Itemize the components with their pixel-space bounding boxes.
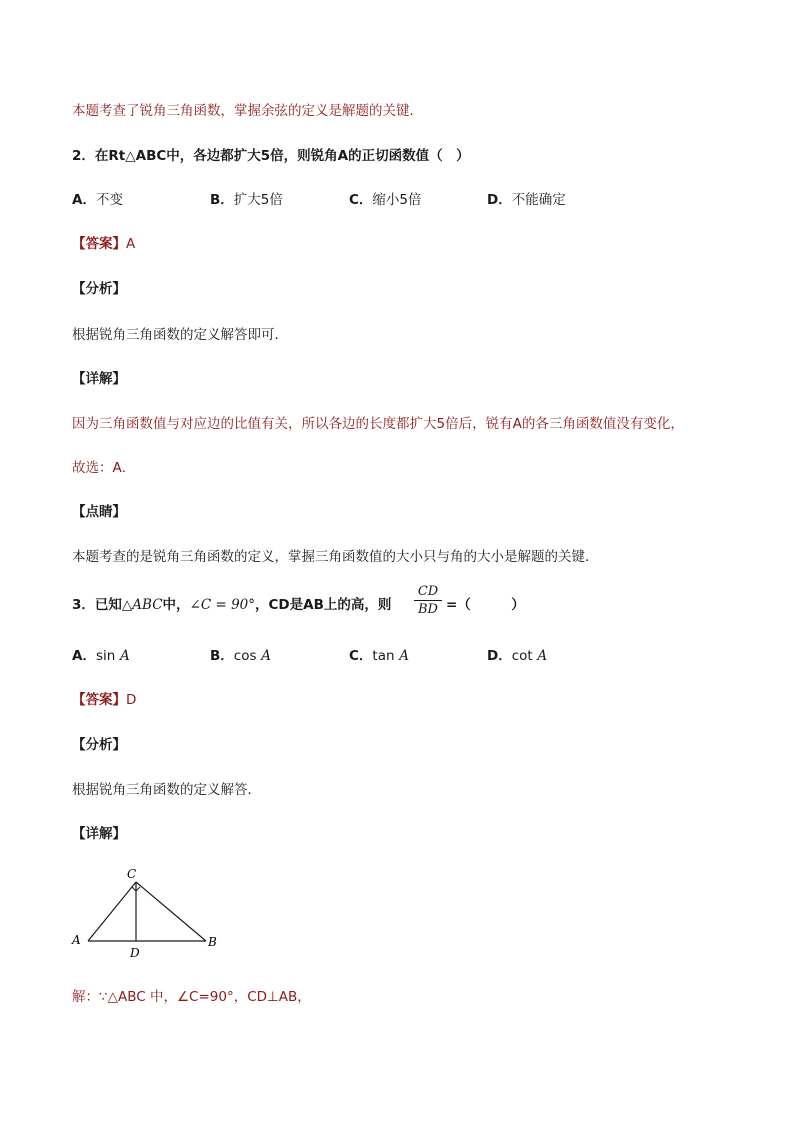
- q2-option-a: [72, 191, 123, 209]
- q3-option-a: [72, 647, 130, 665]
- q3-option-d: [487, 647, 547, 665]
- q3-analysis: 根据锐角三角函数的定义解答．: [72, 782, 261, 798]
- triangle-figure: [66, 864, 226, 964]
- fraction-denominator: BD: [418, 602, 438, 617]
- q3-detail-tag: 【详解】: [72, 826, 126, 842]
- answer-tag: 【答案】: [72, 692, 126, 708]
- option-fn: cot: [511, 648, 533, 664]
- answer-value: A: [126, 236, 136, 252]
- option-text: 不变: [95, 192, 123, 208]
- q2-answer: [72, 235, 135, 253]
- q3-stem-suffix: =（ ）: [446, 597, 525, 613]
- q2-detail-1: 因为三角函数值与对应边的比值有关，所以各边的长度都扩大5倍后，锐有A的各三角函数值没有变化，: [72, 416, 684, 432]
- answer-value: D: [126, 692, 137, 708]
- option-letter: D．: [487, 192, 512, 208]
- q3-solution-start: 解：∵△ABC 中，∠C=90°，CD⊥AB，: [72, 989, 311, 1005]
- side-cb: [136, 882, 206, 941]
- answer-tag: 【答案】: [72, 236, 126, 252]
- option-text: 缩小5倍: [372, 192, 422, 208]
- option-fn: tan: [372, 648, 395, 664]
- q3-analysis-tag: 【分析】: [72, 737, 126, 753]
- label-d: D: [130, 946, 140, 960]
- q2-comment: 本题考查的是锐角三角函数的定义，掌握三角函数值的大小只与角的大小是解题的关键．: [72, 549, 599, 565]
- q2-detail-tag: 【详解】: [72, 371, 126, 387]
- option-text: 不能确定: [511, 192, 566, 208]
- option-var: A: [399, 648, 409, 664]
- q2-option-c: [349, 191, 422, 209]
- option-letter: D．: [487, 648, 512, 664]
- q2-analysis: 根据锐角三角函数的定义解答即可．: [72, 327, 288, 343]
- option-letter: B．: [210, 192, 234, 208]
- label-c: C: [127, 867, 137, 881]
- option-letter: B．: [210, 648, 234, 664]
- q2-analysis-tag: 【分析】: [72, 281, 126, 297]
- q3-stem-triangle: △ABC: [121, 597, 163, 613]
- q2-detail-2: 故选：A．: [72, 460, 136, 476]
- q3-fraction: [414, 584, 442, 617]
- q3-option-c: [349, 647, 409, 665]
- q2-option-b: [210, 191, 283, 209]
- option-text: 扩大5倍: [233, 192, 283, 208]
- q2-comment-tag: 【点睛】: [72, 504, 126, 520]
- q3-stem-mid1: 中，: [162, 597, 190, 613]
- q1-summary: 本题考查了锐角三角函数，掌握余弦的定义是解题的关键．: [72, 103, 423, 119]
- q3-stem-angle: ∠C = 90°: [189, 597, 256, 613]
- option-letter: A．: [72, 648, 96, 664]
- q3-answer: [72, 691, 136, 709]
- q3-stem-mid2: ，CD是AB上的高，则: [255, 597, 392, 613]
- q2-option-d: [487, 191, 566, 209]
- option-letter: C．: [349, 192, 373, 208]
- option-var: A: [261, 648, 271, 664]
- side-ac: [88, 882, 136, 941]
- label-a: A: [72, 933, 81, 947]
- option-letter: C．: [349, 648, 373, 664]
- option-var: A: [537, 648, 548, 664]
- q3-option-b: [210, 647, 271, 665]
- q3-stem: [72, 596, 391, 614]
- q2-stem: 2．在Rt△ABC中，各边都扩大5倍，则锐角A的正切函数值（ ）: [72, 148, 470, 164]
- q3-stem-prefix: 3．已知: [72, 597, 122, 613]
- option-fn: sin: [95, 648, 116, 664]
- fraction-numerator: CD: [414, 584, 442, 601]
- label-b: B: [208, 935, 217, 949]
- option-fn: cos: [233, 648, 257, 664]
- option-letter: A．: [72, 192, 96, 208]
- option-var: A: [120, 648, 130, 664]
